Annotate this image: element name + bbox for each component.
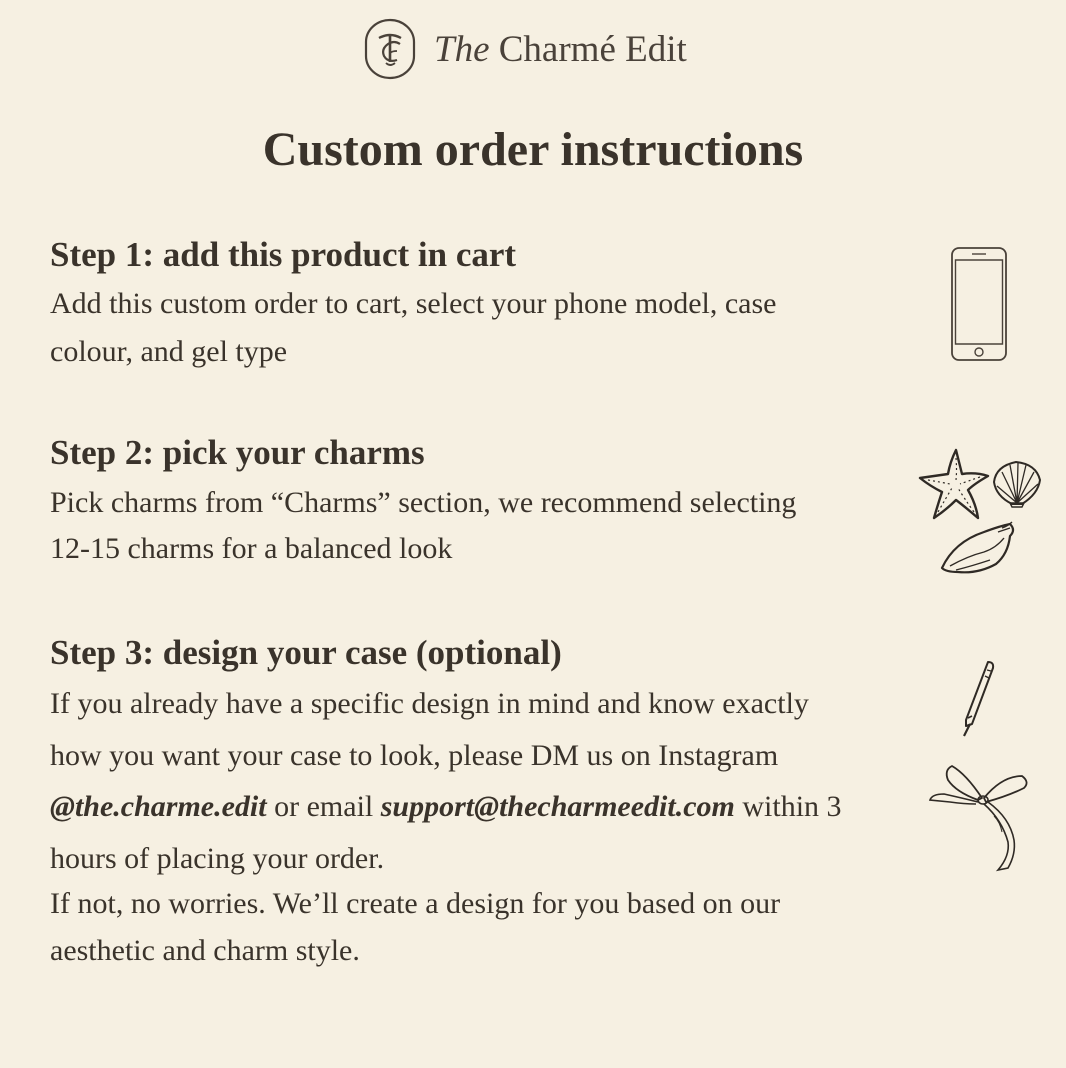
brand-logo xyxy=(364,18,687,80)
page-title: Custom order instructions xyxy=(262,123,804,176)
step-3 xyxy=(50,632,920,974)
step-1-heading: Step 1: add this product in cart xyxy=(50,235,517,274)
step-1-line-1: Add this custom order to cart, select your phone model, case xyxy=(50,287,777,320)
step-2-line-2: 12-15 charms for a balanced look xyxy=(50,532,453,565)
monogram-icon xyxy=(364,18,416,80)
step-3-contact-line xyxy=(50,790,842,823)
starfish-icon xyxy=(916,446,992,522)
step-2-line-1: Pick charms from “Charms” section, we recommend selecting xyxy=(50,486,797,519)
brand-name-the: The xyxy=(434,28,490,70)
scallop-shell-icon xyxy=(990,458,1044,508)
step-2-heading: Step 2: pick your charms xyxy=(50,433,425,472)
step-3-closing-line-1: If not, no worries. We’ll create a design for you based on our xyxy=(50,887,781,920)
step-3-body xyxy=(50,678,920,884)
brand-name-rest: Charmé Edit xyxy=(498,28,687,70)
step-1-body xyxy=(50,280,920,376)
support-email[interactable]: support@thecharmeedit.com xyxy=(380,790,735,823)
phone-icon xyxy=(950,246,1008,362)
or-email-text: or email xyxy=(266,790,381,823)
step-3-heading: Step 3: design your case (optional) xyxy=(50,633,562,672)
step-2 xyxy=(50,432,920,572)
pen-icon xyxy=(958,658,998,738)
within-text: within 3 xyxy=(734,790,842,823)
step-3-line-2: how you want your case to look, please DM us on Instagram xyxy=(50,738,779,772)
step-1 xyxy=(50,234,920,376)
instagram-handle[interactable]: @the.charme.edit xyxy=(50,790,267,823)
step-2-body xyxy=(50,480,920,572)
step-3-closing xyxy=(50,880,920,974)
conch-shell-icon xyxy=(938,520,1020,576)
step-3-hours-line: hours of placing your order. xyxy=(50,841,385,875)
bow-icon xyxy=(926,760,1034,874)
step-3-line-1: If you already have a specific design in mind and know exactly xyxy=(50,687,809,720)
brand-name xyxy=(434,28,687,70)
step-1-line-2: colour, and gel type xyxy=(50,335,288,368)
step-3-closing-line-2: aesthetic and charm style. xyxy=(50,934,360,967)
